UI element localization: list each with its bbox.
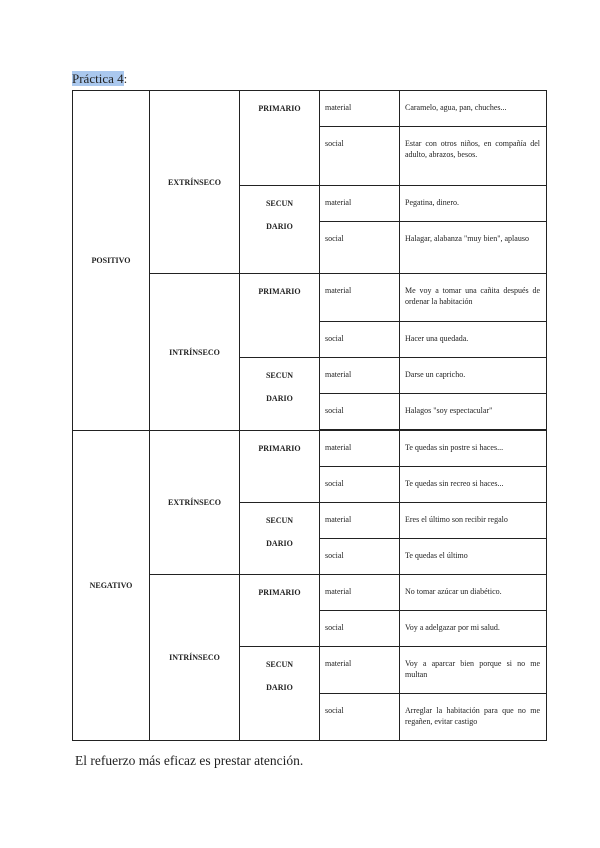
primario-cell — [240, 575, 320, 647]
secundario-label-1: SECUN — [265, 660, 294, 669]
type-cell: material — [320, 647, 400, 694]
example-cell: Halagos "soy espectacular" — [400, 394, 547, 430]
primario-cell — [240, 274, 320, 358]
example-cell: Pegatina, dinero. — [400, 186, 547, 222]
type-cell: material — [320, 575, 400, 611]
type-cell: social — [320, 394, 400, 430]
page-title — [72, 71, 127, 87]
reinforcement-table — [72, 90, 547, 741]
example-cell: No tomar azúcar un diabético. — [400, 575, 547, 611]
table-row — [73, 431, 547, 467]
positivo-cell: POSITIVO — [73, 91, 150, 431]
primario-label: PRIMARIO — [258, 444, 301, 453]
primario-cell — [240, 431, 320, 503]
type-cell: material — [320, 503, 400, 539]
example-cell: Voy a aparcar bien porque si no me multan — [400, 647, 547, 694]
type-cell: social — [320, 694, 400, 741]
example-cell: Estar con otros niños, en compañía del adulto, abrazos, besos. — [400, 127, 547, 186]
secundario-cell — [240, 358, 320, 431]
type-cell: material — [320, 431, 400, 467]
extrinseco-cell: EXTRÍNSECO — [150, 431, 240, 575]
secundario-label-2: DARIO — [266, 394, 293, 403]
example-cell: Hacer una quedada. — [400, 322, 547, 358]
secundario-cell — [240, 503, 320, 575]
type-cell: social — [320, 467, 400, 503]
type-cell: social — [320, 539, 400, 575]
secundario-label-1: SECUN — [265, 199, 294, 208]
example-cell: Darse un capricho. — [400, 358, 547, 394]
example-cell: Caramelo, agua, pan, chuches... — [400, 91, 547, 127]
type-cell: social — [320, 611, 400, 647]
secundario-label-1: SECUN — [265, 516, 294, 525]
type-cell: material — [320, 274, 400, 322]
secundario-label-1: SECUN — [265, 371, 294, 380]
type-cell: social — [320, 222, 400, 274]
secundario-cell — [240, 647, 320, 741]
type-cell: social — [320, 127, 400, 186]
primario-label: PRIMARIO — [258, 104, 301, 113]
example-cell: Te quedas sin recreo si haces... — [400, 467, 547, 503]
secundario-label-2: DARIO — [266, 222, 293, 231]
example-cell: Te quedas el último — [400, 539, 547, 575]
type-cell: material — [320, 91, 400, 127]
type-cell: social — [320, 322, 400, 358]
intrinseco-cell: INTRÍNSECO — [150, 274, 240, 431]
example-cell: Te quedas sin postre si haces... — [400, 431, 547, 467]
secundario-cell — [240, 186, 320, 274]
example-cell: Voy a adelgazar por mi salud. — [400, 611, 547, 647]
footer-text: El refuerzo más eficaz es prestar atención. — [75, 753, 304, 768]
title-colon: : — [123, 71, 128, 86]
type-cell: material — [320, 186, 400, 222]
intrinseco-cell: INTRÍNSECO — [150, 575, 240, 741]
secundario-label-2: DARIO — [266, 539, 293, 548]
primario-cell — [240, 91, 320, 186]
negativo-cell: NEGATIVO — [73, 431, 150, 741]
primario-label: PRIMARIO — [258, 287, 301, 296]
example-cell: Halagar, alabanza "muy bien", aplauso — [400, 222, 547, 274]
type-cell: material — [320, 358, 400, 394]
title-label: Práctica 4 — [72, 71, 124, 86]
example-cell: Me voy a tomar una cañita después de ordenar la habitación — [400, 274, 547, 322]
example-cell: Eres el último son recibir regalo — [400, 503, 547, 539]
table-row — [73, 91, 547, 127]
secundario-label-2: DARIO — [266, 683, 293, 692]
primario-label: PRIMARIO — [258, 588, 301, 597]
example-cell: Arreglar la habitación para que no me regañen, evitar castigo — [400, 694, 547, 741]
extrinseco-cell: EXTRÍNSECO — [150, 91, 240, 274]
